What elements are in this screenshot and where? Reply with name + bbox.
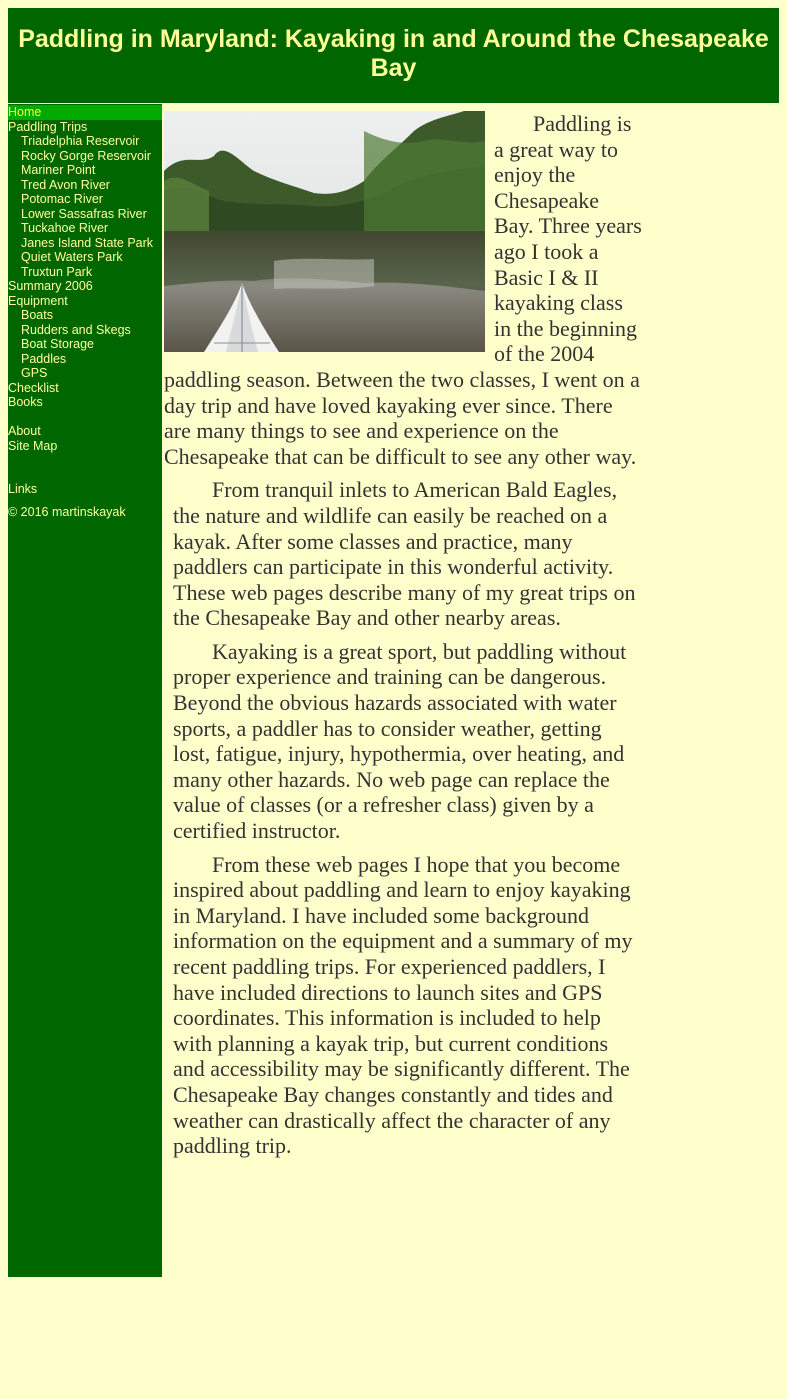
content-paragraph: From these web pages I hope that you become inspired about paddling and learn to enjoy kayaking in Maryland. I have included some background information on the equipment and a summary of my recent paddling trips. For experienced paddlers, I have included directions to launch sites and GPS coordinates. This information is included to help with planning a kayak trip, but current conditions and accessibility may be significantly different. The Chesapeake Bay changes constantly and tides and weather can drastically affect the character of any paddling trip. (173, 851, 633, 1159)
nav-spacer (8, 410, 162, 425)
page-header (8, 8, 779, 103)
nav-equipment-boats[interactable]: Boats (21, 308, 53, 322)
intro-paragraph: Paddling is a great way to enjoy the Chesapeake Bay. Three years ago I took a Basic I & II kayaking class in the beginning of the 2004 paddling season. Between the two classes, I went on a day trip and have loved kayaking ever since. There are many things to see and experience on the Chesapeake that can be difficult to see any other way. (164, 111, 642, 469)
nav-equipment-rudders[interactable]: Rudders and Skegs (21, 322, 131, 337)
main-content (164, 111, 642, 1167)
content-paragraph: Kayaking is a great sport, but paddling without proper experience and training can be dangerous. Beyond the obvious hazards associated with water sports, a paddler has to consider weather, getting lost, fatigue, injury, hypothermia, over heating, and many other hazards. No web page can replace the value of classes (or a refresher class) given by a certified instructor. (173, 638, 627, 844)
nav-equipment[interactable]: Equipment (8, 293, 68, 308)
nav-trip-potomac[interactable]: Potomac River (21, 192, 103, 206)
nav-equipment-gps[interactable]: GPS (21, 366, 48, 380)
content-paragraph: From tranquil inlets to American Bald Eagles, the nature and wildlife can easily be reached on a kayak. After some classes and practice, many paddlers can participate in this wonderful activity. These web pages describe many of my great trips on the Chesapeake Bay and other nearby areas. (173, 477, 636, 631)
nav-trip-truxtun[interactable]: Truxtun Park (21, 264, 93, 279)
nav-equipment-paddles[interactable]: Paddles (21, 351, 67, 366)
nav-equipment-storage[interactable]: Boat Storage (21, 337, 94, 351)
nav-spacer (8, 453, 162, 482)
nav-about[interactable]: About (8, 424, 41, 438)
nav-trip-mariner-point[interactable]: Mariner Point (21, 163, 96, 177)
kayak-river-photo (164, 111, 485, 352)
nav-trip-tuckahoe[interactable]: Tuckahoe River (21, 221, 109, 235)
page-title: Paddling in Maryland: Kayaking in and Around the Chesapeake Bay (18, 25, 769, 82)
nav-trip-lower-sassafras[interactable]: Lower Sassafras River (21, 206, 147, 221)
nav-home[interactable]: Home (8, 105, 162, 120)
copyright-text: © 2016 martinskayak (8, 504, 126, 519)
nav-checklist[interactable]: Checklist (8, 380, 59, 395)
nav-books[interactable]: Books (8, 395, 43, 409)
nav-trip-triadelphia[interactable]: Triadelphia Reservoir (21, 134, 140, 148)
nav-trip-janes-island[interactable]: Janes Island State Park (21, 235, 154, 250)
nav-paddling-trips[interactable]: Paddling Trips (8, 119, 88, 134)
nav-trip-quiet-waters[interactable]: Quiet Waters Park (21, 250, 123, 264)
nav-links[interactable]: Links (8, 482, 38, 496)
sidebar-nav (8, 104, 162, 1277)
nav-site-map[interactable]: Site Map (8, 438, 58, 453)
nav-trip-tred-avon[interactable]: Tred Avon River (21, 177, 110, 192)
nav-trip-rocky-gorge[interactable]: Rocky Gorge Reservoir (21, 148, 151, 163)
nav-summary-2006[interactable]: Summary 2006 (8, 279, 93, 293)
